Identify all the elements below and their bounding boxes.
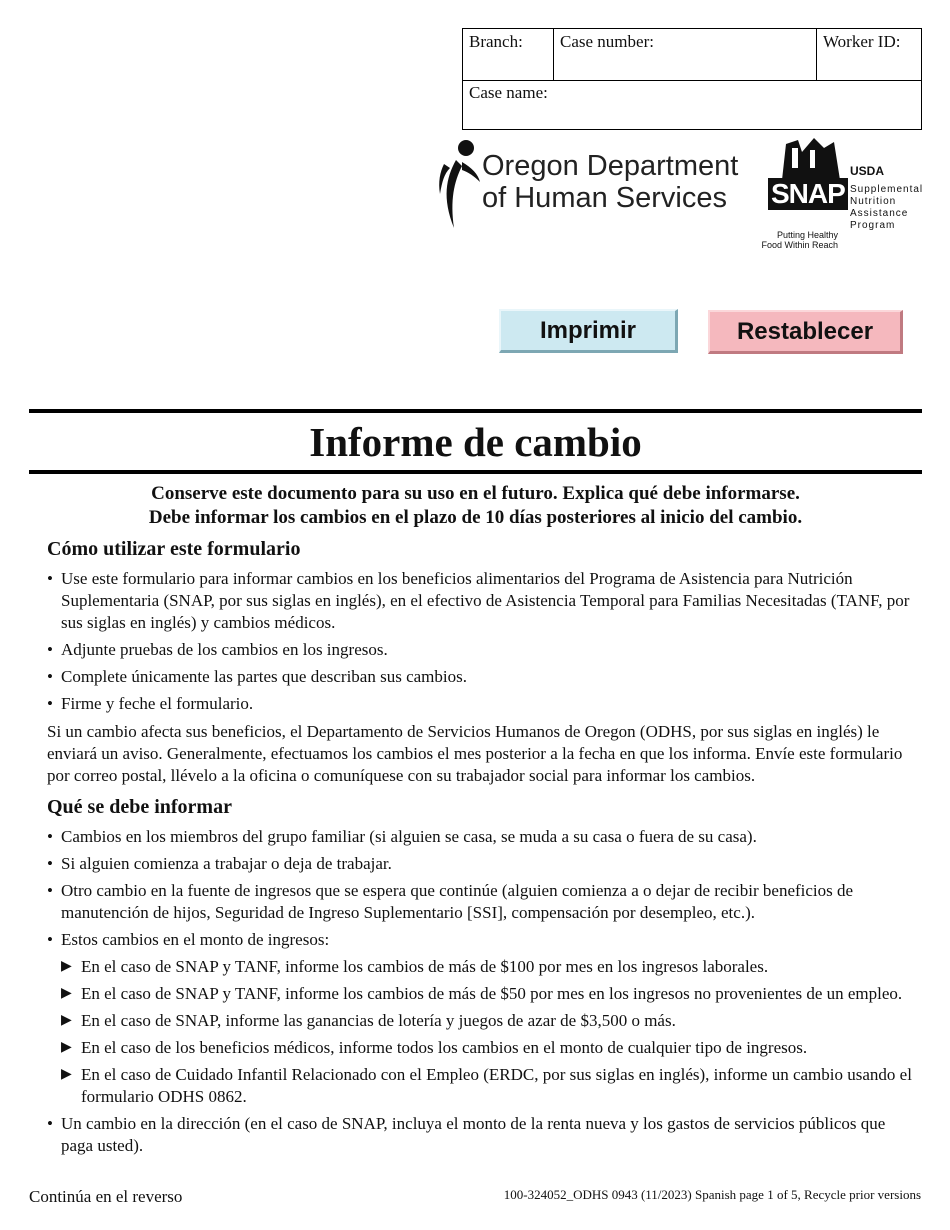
- list-item: • Complete únicamente las partes que describan sus cambios.: [47, 666, 917, 688]
- intro-text: [29, 482, 922, 530]
- page-title: Informe de cambio: [309, 419, 642, 465]
- sub-list-item: ▶ En el caso de los beneficios médicos, informe todos los cambios en el monto de cualquier tipo de ingresos.: [61, 1037, 917, 1059]
- case-number-label: Case number:: [560, 32, 654, 51]
- list-item: • Cambios en los miembros del grupo familiar (si alguien se casa, se muda a su casa o fuera de su casa).: [47, 826, 917, 848]
- usda-label: USDA: [850, 164, 885, 178]
- snap-prog-line: Nutrition: [850, 196, 897, 207]
- list-item: • Si alguien comienza a trabajar o deja de trabajar.: [47, 853, 917, 875]
- reset-button[interactable]: Restablecer: [708, 310, 903, 354]
- list-item: • Adjunte pruebas de los cambios en los ingresos.: [47, 639, 917, 661]
- list-item: • Firme y feche el formulario.: [47, 693, 917, 715]
- list-item: • Un cambio en la dirección (en el caso de SNAP, incluya el monto de la renta nueva y los gastos de servicios públicos que paga usted).: [47, 1113, 917, 1157]
- what-to-report-list: [47, 826, 917, 1162]
- list-item: • Use este formulario para informar cambios en los beneficios alimentarios del Programa de Asistencia para Nutrición Suplementaria (SNAP, por sus siglas en inglés), en el efectivo de Asistencia Temporal para Familias Necesitadas (TANF, por sus siglas en inglés) y cambios médicos.: [47, 568, 917, 634]
- snap-prog-line: Program: [850, 220, 896, 231]
- list-item: • Otro cambio en la fuente de ingresos que se espera que continúe (alguien comienza a o dejar de recibir beneficios de manutención de hijos, Seguridad de Ingreso Suplementario [SSI], compensación por desempleo, etc.).: [47, 880, 917, 924]
- snap-prog-line: Supplemental: [850, 184, 924, 195]
- income-sublist: [61, 956, 917, 1108]
- sub-list-item: ▶ En el caso de SNAP y TANF, informe los cambios de más de $100 por mes en los ingresos laborales.: [61, 956, 917, 978]
- print-button[interactable]: Imprimir: [499, 309, 678, 353]
- case-name-field[interactable]: [463, 80, 921, 129]
- sub-list-item: ▶ En el caso de SNAP, informe las ganancias de lotería y juegos de azar de $3,500 o más.: [61, 1010, 917, 1032]
- case-number-field[interactable]: [554, 29, 817, 80]
- odhs-name: [482, 150, 738, 214]
- how-to-use-list: [47, 568, 917, 720]
- odhs-line1: Oregon Department: [482, 150, 739, 182]
- title-rule-top: [29, 409, 922, 413]
- odhs-line2: of Human Services: [482, 182, 727, 214]
- case-name-label: Case name:: [469, 83, 548, 102]
- snap-tagline: Putting Healthy Food Within Reach: [761, 230, 838, 250]
- sub-list-item: ▶ En el caso de Cuidado Infantil Relacionado con el Empleo (ERDC, por sus siglas en inglés), informe un cambio usando el formulario ODHS 0862.: [61, 1064, 917, 1108]
- sub-list-item: ▶ En el caso de SNAP y TANF, informe los cambios de más de $50 por mes en los ingresos no provenientes de un empleo.: [61, 983, 917, 1005]
- odhs-figure-icon: [436, 138, 482, 234]
- snap-logo: [760, 134, 930, 252]
- snap-word: SNAP: [768, 178, 848, 210]
- case-info-row: [463, 29, 921, 81]
- snap-prog-line: Assistance: [850, 208, 909, 219]
- section-heading-what-to-report: Qué se debe informar: [47, 796, 232, 818]
- snap-program-name: [850, 184, 923, 232]
- form-id: 100-324052_ODHS 0943 (11/2023) Spanish page 1 of 5, Recycle prior versions: [503, 1187, 921, 1202]
- intro-line: Debe informar los cambios en el plazo de 10 días posteriores al inicio del cambio.: [148, 507, 803, 528]
- worker-id-label: Worker ID:: [823, 32, 901, 51]
- continue-note: Continúa en el reverso: [29, 1187, 183, 1206]
- branch-field[interactable]: [463, 29, 554, 80]
- case-info-box: [462, 28, 922, 130]
- list-item-text: Estos cambios en el monto de ingresos:: [61, 930, 330, 949]
- section-heading-how-to-use: Cómo utilizar este formulario: [47, 538, 301, 560]
- odhs-logo: [436, 138, 752, 234]
- list-item: [47, 929, 917, 1108]
- notice-paragraph: Si un cambio afecta sus beneficios, el Departamento de Servicios Humanos de Oregon (ODHS, por sus siglas en inglés) le enviará un aviso. Generalmente, efectuamos los cambios el mes posterior a la fecha en que los informa. Envíe este formulario por correo postal, llévelo a la oficina o comuníquese con su trabajador social para informar los cambios.: [47, 722, 903, 785]
- intro-line: Conserve este documento para su uso en el futuro. Explica qué debe informarse.: [151, 483, 800, 504]
- grocery-bag-icon: [768, 134, 848, 184]
- worker-id-field[interactable]: [817, 29, 921, 80]
- branch-label: Branch:: [469, 32, 523, 51]
- title-rule-bottom: [29, 470, 922, 474]
